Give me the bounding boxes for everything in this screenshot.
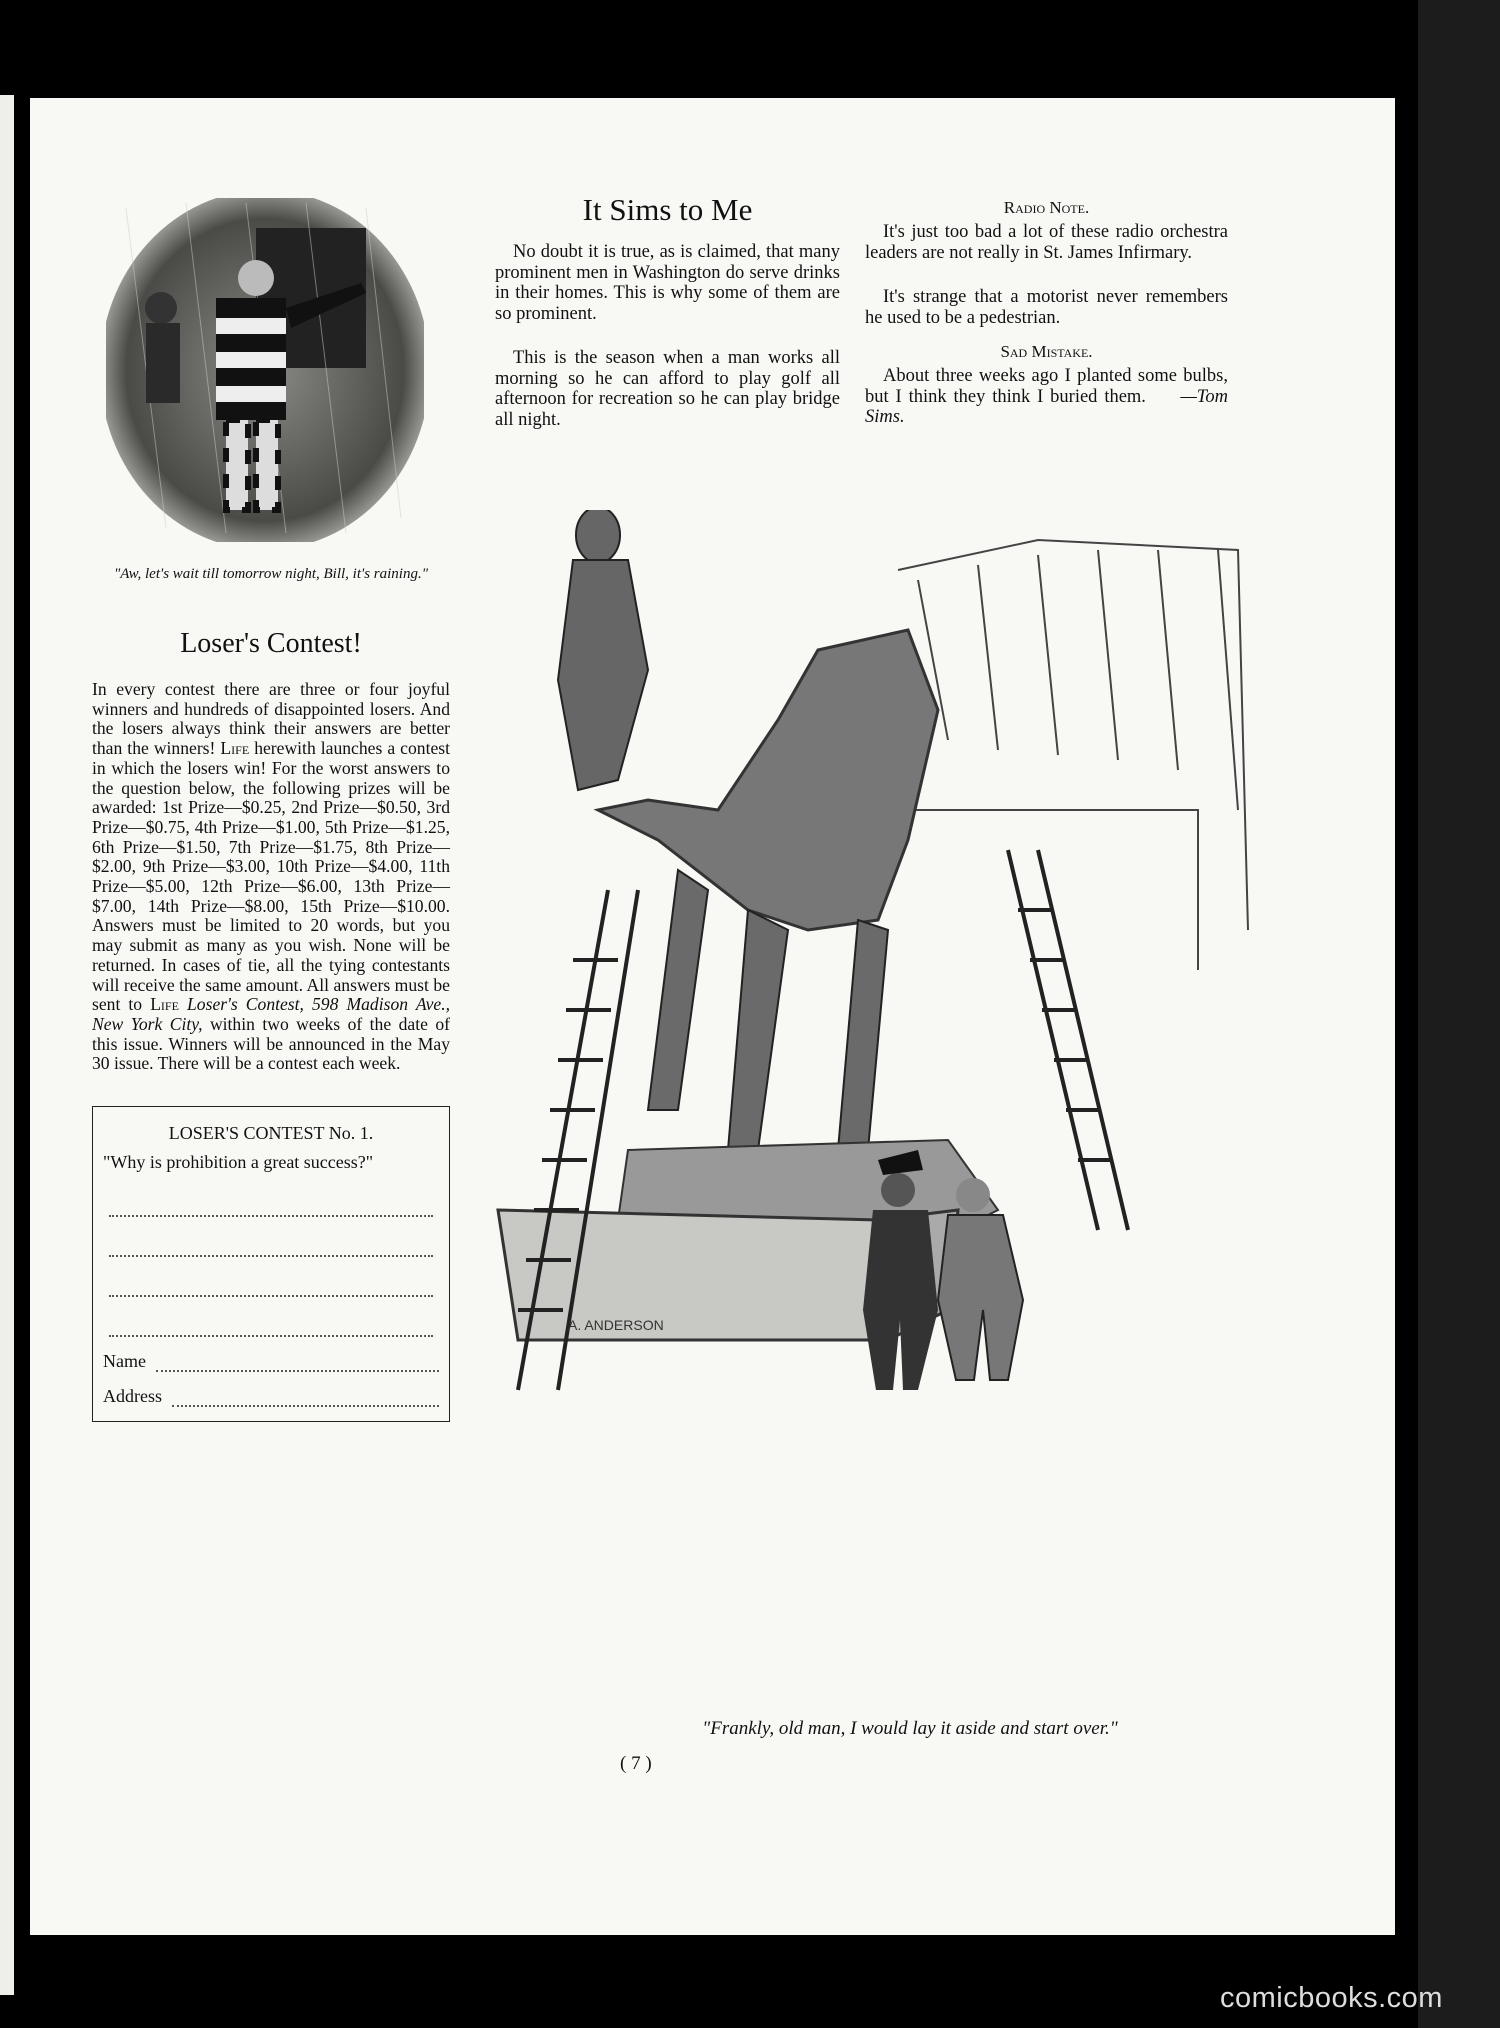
contest-rules: In every contest there are three or four joyful winners and hundreds of disappointed losers. And the losers always think their answers are better than the winners! Life herewith launches a contest in which the losers win! For the worst answers to the question below, the following prizes will be awarded: 1st Prize—$0.25, 2nd Prize—$0.50, 3rd Prize—$0.75, 4th Prize—$1.00, 5th Prize—$1.25, 6th Prize—$1.50, 7th Prize—$1.75, 8th Prize—$2.00, 9th Prize—$3.00, 10th Prize—$4.00, 11th Prize—$5.00, 12th Prize—$6.00, 13th Prize—$7.00, 14th Prize—$8.00, 15th Prize—$10.00. Answers must be limited to 20 words, but you may submit as many as you wish. None will be returned. In cases of tie, all the tying contestants will receive the same amount. All answers must be sent to Life Loser's Contest, 598 Madison Ave., New York City, within two weeks of the date of this issue. Winners will be announced in the May 30 issue. There will be a contest each week. [92,679,451,1074]
paragraph: It's strange that a motorist never remembers he used to be a pedestrian. [865,287,1228,328]
previous-page-edge [0,95,14,1995]
life-name: Life [220,738,250,759]
watermark: comicbooks.com [1220,1982,1443,2014]
paragraph: It's just too bad a lot of these radio orchestra leaders are not really in St. James Infirmary. [865,222,1228,263]
answer-line [109,1263,433,1297]
right-column [865,198,1228,452]
paragraph: About three weeks ago I planted some bulbs, but I think they think I buried them. —Tom Sims. [865,366,1229,427]
prisoner-cartoon [106,198,424,542]
sad-mistake-heading: Sad Mistake. [1000,342,1093,361]
coupon-question: "Why is prohibition a great success?" [103,1152,374,1173]
coupon-header: LOSER'S CONTEST No. 1. [168,1123,374,1144]
address-field: Address [103,1386,439,1407]
middle-column [495,192,840,454]
scan-border [1418,0,1500,2028]
life-name: Life [150,994,179,1015]
contest-title: Loser's Contest! [180,628,362,659]
left-column [92,198,450,1422]
statue-cartoon [478,510,1268,1710]
radio-note-heading: Radio Note. [1003,198,1090,217]
signature: —Tom Sims. [865,386,1229,427]
name-field: Name [103,1351,439,1372]
contest-entry-coupon [92,1106,450,1422]
page-number: ( 7 ) [620,1753,652,1774]
artist-signature: A. ANDERSON [568,1317,664,1333]
paragraph: This is the season when a man works all morning so he can afford to play golf all afternoon for recreation so he can play bridge all night. [495,348,840,430]
answer-line [109,1223,433,1257]
answer-line [109,1183,433,1217]
paragraph: No doubt it is true, as is claimed, that many prominent men in Washington do serve drinks in their homes. This is why some of them are so prominent. [495,242,840,324]
answer-line [109,1303,433,1337]
small-cartoon-caption: "Aw, let's wait till tomorrow night, Bill, it's raining." [113,566,429,582]
main-cartoon-caption: "Frankly, old man, I would lay it aside and start over." [702,1718,1118,1739]
column-title: It Sims to Me [582,192,753,227]
